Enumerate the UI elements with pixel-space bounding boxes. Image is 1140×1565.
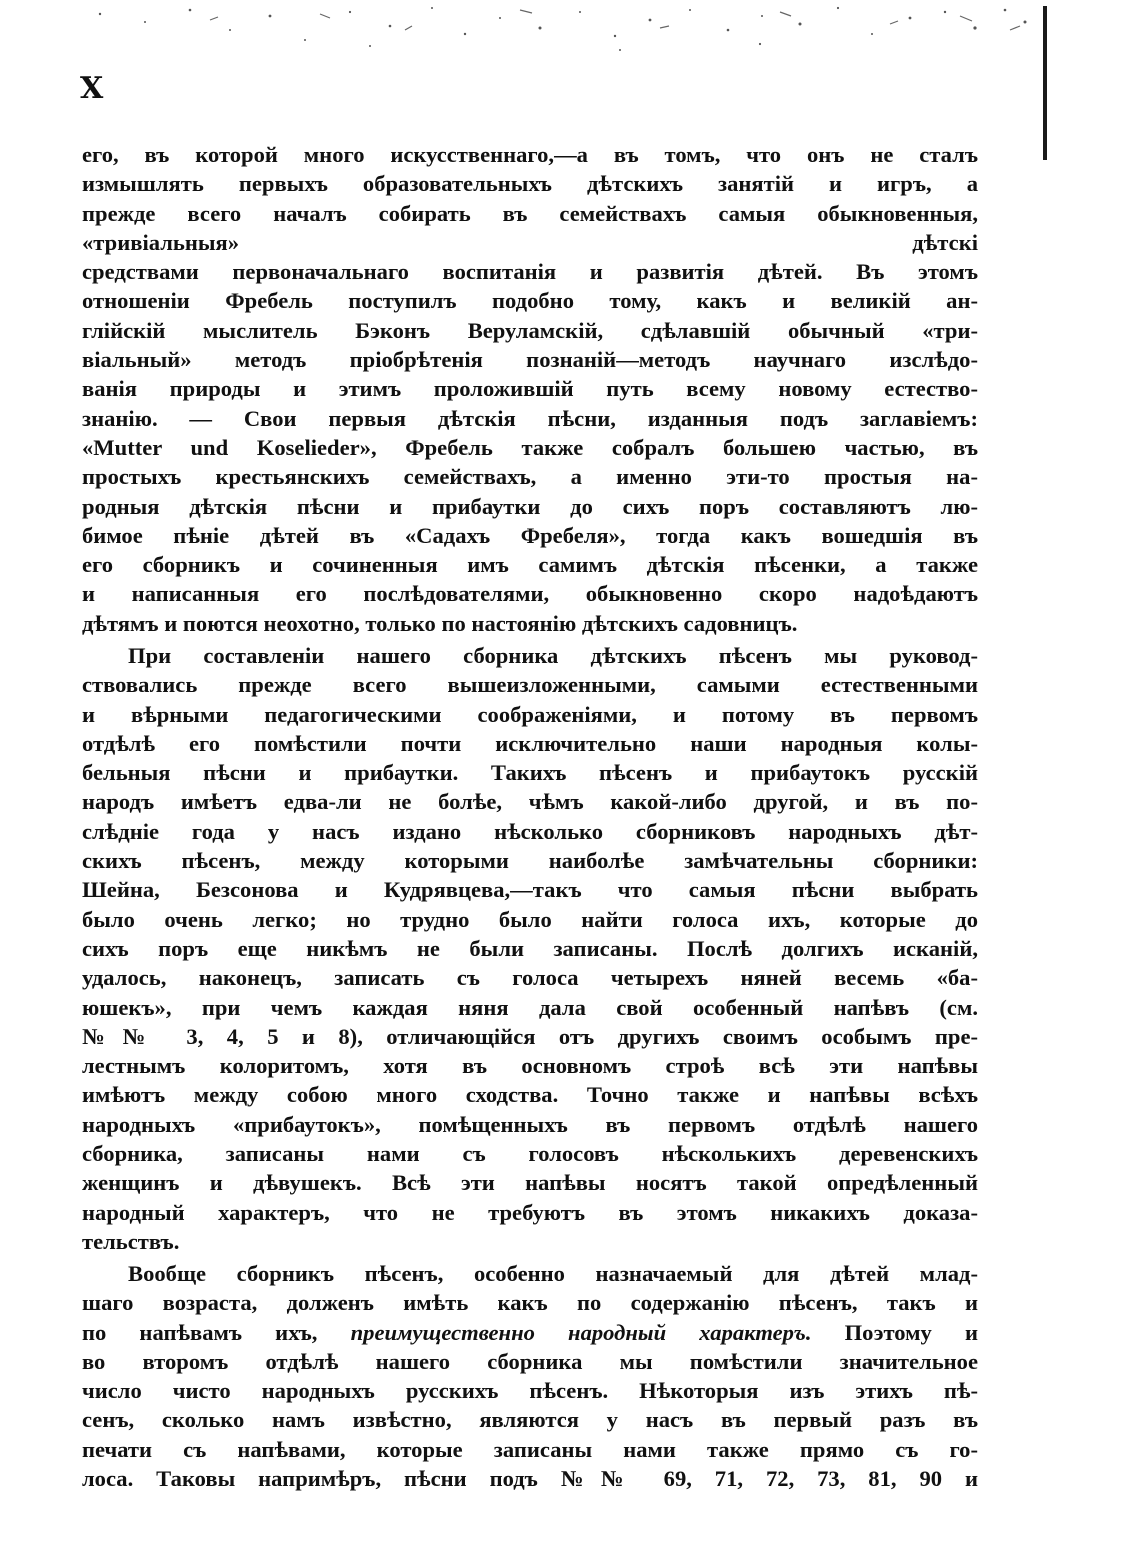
text-line: При составленіи нашего сборника дѣтскихъ пѣсенъ мы руковод- xyxy=(128,643,978,668)
text-line: бельныя пѣсни и прибаутки. Такихъ пѣсенъ и прибаутокъ русскій xyxy=(82,760,978,786)
text-line: віальный» методъ пріобрѣтенія познаній—методъ научнаго изслѣдо- xyxy=(82,347,978,373)
text-line: шаго возраста, долженъ имѣть какъ по содержанію пѣсенъ, такъ и xyxy=(82,1290,978,1316)
text-line: средствами первоначальнаго воспитанія и развитія дѣтей. Въ этомъ xyxy=(82,259,978,285)
text-line: имѣютъ между собою много сходства. Точно также и напѣвы всѣхъ xyxy=(82,1082,978,1108)
text-line: ствовались прежде всего вышеизложенными, самыми естественными xyxy=(82,672,978,698)
text-line: женщинъ и дѣвушекъ. Всѣ эти напѣвы носятъ такой опредѣленный xyxy=(82,1170,978,1196)
text-line: сенъ, сколько намъ извѣстно, являются у насъ въ первый разъ въ xyxy=(82,1407,978,1433)
text-line: знанію. — Свои первыя дѣтскія пѣсни, изданныя подъ заглавіемъ: xyxy=(82,405,978,431)
text-line: дѣтямъ и поются неохотно, только по настоянію дѣтскихъ садовницъ. xyxy=(82,610,798,636)
text-line: число чисто народныхъ русскихъ пѣсенъ. Нѣкоторыя изъ этихъ пѣ- xyxy=(82,1378,978,1404)
text-line: слѣдніе года у насъ издано нѣсколько сборниковъ народныхъ дѣт- xyxy=(82,818,978,844)
text-line: измышлять первыхъ образовательныхъ дѣтскихъ занятій и игръ, а xyxy=(82,171,978,197)
text-line: и написанныя его послѣдователями, обыкновенно скоро надоѣдаютъ xyxy=(82,581,978,607)
italic-emphasis: преимущественно народный характеръ. xyxy=(350,1319,812,1345)
text-line: «тривіальныя» дѣтскі xyxy=(82,229,978,255)
paragraph-1 xyxy=(82,140,978,638)
scan-edge-line xyxy=(1043,6,1047,160)
text-line: удалось, наконецъ, записать съ голоса четырехъ няней весемь «ба- xyxy=(82,965,978,991)
text-line: отношеніи Фребель поступилъ подобно тому, какъ и великій ан- xyxy=(82,288,978,314)
paragraph-2 xyxy=(82,641,978,1256)
text-line: «Mutter und Koselieder», Фребель также собралъ большею частью, въ xyxy=(82,434,978,460)
text-line: его, въ которой много искусственнаго,—а въ томъ, что онъ не сталъ xyxy=(82,142,978,167)
text-line: во второмъ отдѣлѣ нашего сборника мы помѣстили значительное xyxy=(82,1348,978,1374)
text-line: тельствъ. xyxy=(82,1228,180,1254)
text-line-mixed xyxy=(82,1318,978,1347)
text-line: народныхъ «прибаутокъ», помѣщенныхъ въ первомъ отдѣлѣ нашего xyxy=(82,1111,978,1137)
text-line: сихъ поръ еще никѣмъ не были записаны. Послѣ долгихъ исканій, xyxy=(82,935,978,961)
text-line: сборника, записаны нами съ голосовъ нѣсколькихъ деревенскихъ xyxy=(82,1141,978,1167)
text-line: №№ 3, 4, 5 и 8), отличающійся отъ другихъ своимъ особымъ пре- xyxy=(82,1023,978,1049)
text-line: отдѣлѣ его помѣстили почти исключительно наши народныя колы- xyxy=(82,730,978,756)
page-number: X xyxy=(80,71,105,106)
text-line: Шейна, Безсонова и Кудрявцева,—такъ что самыя пѣсни выбрать xyxy=(82,877,978,903)
text-segment: по напѣвамъ ихъ, xyxy=(82,1319,318,1345)
text-line: глійскій мыслитель Бэконъ Веруламскій, сдѣлавшій обычный «три- xyxy=(82,317,978,343)
text-line: бимое пѣніе дѣтей въ «Садахъ Фребеля», тогда какъ вошедшія въ xyxy=(82,522,978,548)
text-line: простыхъ крестьянскихъ семействахъ, а именно эти-то простыя на- xyxy=(82,464,978,490)
text-line: скихъ пѣсенъ, между которыми наиболѣе замѣчательны сборники: xyxy=(82,848,978,874)
text-line: лоса. Таковы напримѣръ, пѣсни подъ №№ 69, 71, 72, 73, 81, 90 и xyxy=(82,1466,978,1492)
paragraph-3 xyxy=(82,1259,978,1493)
text-line: прежде всего началъ собирать въ семействахъ самыя обыкновенныя, xyxy=(82,200,978,226)
text-line: и вѣрными педагогическими соображеніями, и потому въ первомъ xyxy=(82,701,978,727)
scan-noise-decoration xyxy=(60,0,1060,62)
text-segment: Поэтому и xyxy=(844,1319,978,1345)
text-line: народный характеръ, что не требуютъ въ этомъ никакихъ доказа- xyxy=(82,1199,978,1225)
text-line: его сборникъ и сочиненныя имъ самимъ дѣтскія пѣсенки, а также xyxy=(82,552,978,578)
text-line: лестнымъ колоритомъ, хотя въ основномъ строѣ всѣ эти напѣвы xyxy=(82,1053,978,1079)
text-line: было очень легко; но трудно было найти голоса ихъ, которые до xyxy=(82,906,978,932)
text-line: народъ имѣетъ едва-ли не болѣе, чѣмъ какой-либо другой, и въ по- xyxy=(82,789,978,815)
text-line: ванія природы и этимъ проложившій путь всему новому естество- xyxy=(82,376,978,402)
text-line: печати съ напѣвами, которые записаны нами также прямо съ го- xyxy=(82,1436,978,1462)
text-line: юшекъ», при чемъ каждая няня дала свой особенный напѣвъ (см. xyxy=(82,994,978,1020)
text-line: родныя дѣтскія пѣсни и прибаутки до сихъ поръ составляютъ лю- xyxy=(82,493,978,519)
text-line: Вообще сборникъ пѣсенъ, особенно назначаемый для дѣтей млад- xyxy=(128,1261,978,1286)
